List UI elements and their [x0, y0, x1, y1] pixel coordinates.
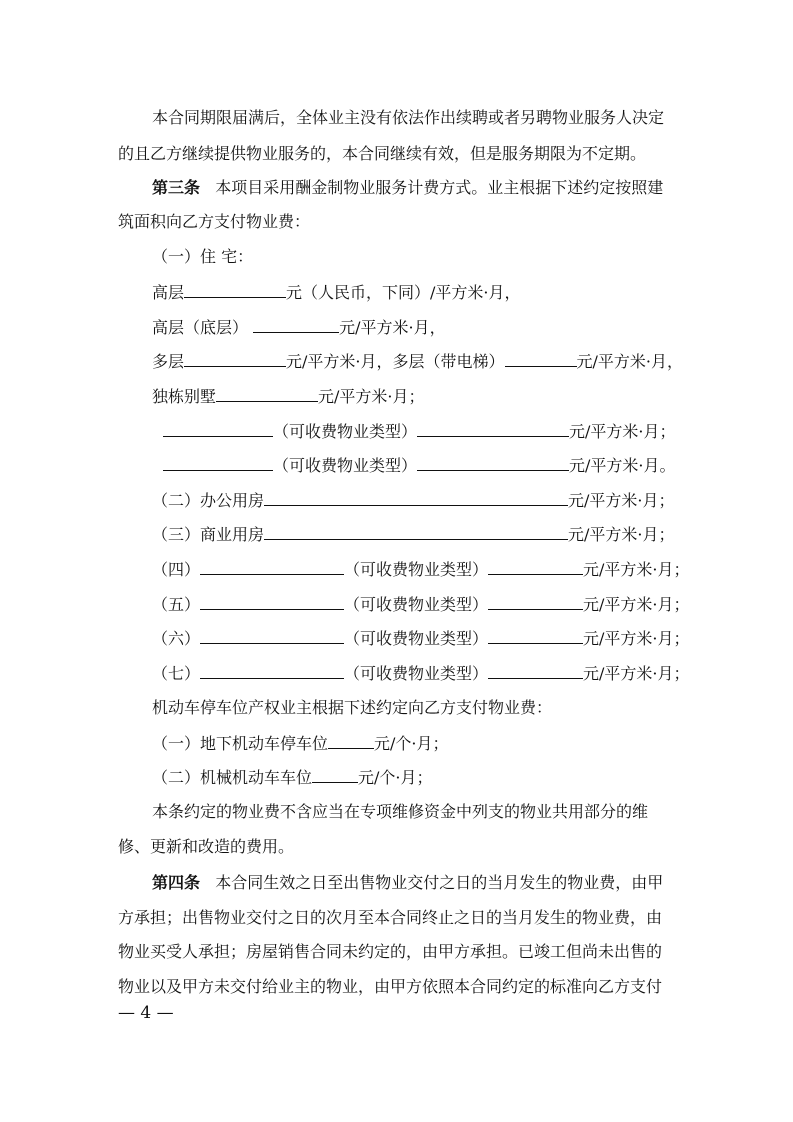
fill-blank — [264, 523, 568, 540]
fee-unit: 元/平方米·月， — [286, 352, 393, 371]
fee-label: （二）办公用房 — [152, 491, 265, 510]
fee-unit: 元（人民币，下同）/平方米·月， — [286, 283, 521, 302]
fee-line-multi-story — [152, 350, 683, 373]
fee-label: （可收费物业类型） — [273, 422, 418, 441]
fee-unit: 元/平方米·月。 — [569, 456, 676, 475]
item-number: （七） — [152, 664, 201, 683]
fee-label: （可收费物业类型） — [344, 629, 489, 648]
fee-line-other-2 — [163, 454, 676, 477]
fill-blank — [264, 489, 568, 506]
fill-blank — [163, 454, 273, 471]
fee-line-villa — [152, 385, 425, 408]
fee-unit: 元/个·月； — [358, 768, 433, 787]
fee-line-item-5 — [152, 593, 690, 616]
fill-blank — [200, 627, 344, 644]
parking-intro: 机动车停车位产权业主根据下述约定向乙方支付物业费： — [152, 698, 553, 717]
fee-label: （二）机械机动车车位 — [152, 768, 313, 787]
fill-blank — [488, 662, 583, 679]
fee-line-office — [152, 489, 675, 512]
fill-blank — [488, 558, 583, 575]
paragraph-line: 物业买受人承担；房屋销售合同未约定的，由甲方承担。已竣工但尚未出售的 — [118, 942, 663, 961]
paragraph-line: 筑面积向乙方支付物业费： — [118, 212, 311, 231]
fill-blank — [328, 732, 374, 749]
paragraph-line: 修、更新和改造的费用。 — [118, 837, 295, 856]
fee-label: 高层（底层） — [152, 318, 249, 337]
fill-blank — [216, 385, 318, 402]
fee-label: （可收费物业类型） — [344, 664, 489, 683]
fill-blank — [312, 766, 358, 783]
fill-blank — [184, 281, 286, 298]
paragraph-line: 的且乙方继续提供物业服务的，本合同继续有效，但是服务期限为不定期。 — [118, 144, 647, 163]
paragraph-line: 物业以及甲方未交付给业主的物业，由甲方依照本合同约定的标准向乙方支付 — [118, 977, 663, 996]
fill-blank — [200, 593, 344, 610]
fee-unit: 元/平方米·月； — [568, 491, 675, 510]
article-3-heading: 第三条 — [152, 178, 201, 197]
fee-label: （可收费物业类型） — [273, 456, 418, 475]
fee-unit: 元/平方米·月； — [583, 629, 690, 648]
fee-label: 独栋别墅 — [152, 387, 217, 406]
fill-blank — [488, 627, 583, 644]
fee-line-high-rise — [152, 281, 521, 304]
article-4-line-1 — [152, 872, 663, 894]
page-number: — 4 — — [118, 1003, 174, 1023]
fee-label: 多层（带电梯） — [392, 352, 505, 371]
fee-line-other-1 — [163, 420, 676, 443]
fee-line-underground-parking — [152, 732, 449, 755]
fee-label: （一）地下机动车停车位 — [152, 734, 329, 753]
fee-unit: 元/个·月； — [374, 734, 449, 753]
fee-line-high-rise-ground — [152, 316, 446, 339]
fill-blank — [200, 662, 344, 679]
fee-unit: 元/平方米·月； — [583, 664, 690, 683]
fee-line-item-4 — [152, 558, 690, 581]
fill-blank — [200, 558, 344, 575]
item-number: （五） — [152, 595, 201, 614]
residential-heading: （一）住 宅： — [152, 247, 254, 266]
fill-blank — [184, 350, 286, 367]
article-4-heading: 第四条 — [152, 873, 201, 892]
fee-label: （可收费物业类型） — [344, 560, 489, 579]
fee-label: （三）商业用房 — [152, 525, 265, 544]
article-3-line-1 — [152, 177, 663, 199]
fee-line-mechanical-parking — [152, 766, 433, 789]
fill-blank — [417, 420, 569, 437]
paragraph-line: 本合同期限届满后，全体业主没有依法作出续聘或者另聘物业服务人决定 — [152, 108, 665, 127]
article-4-text: 本合同生效之日至出售物业交付之日的当月发生的物业费，由甲 — [215, 873, 664, 892]
fill-blank — [163, 420, 273, 437]
fee-line-item-7 — [152, 662, 690, 685]
item-number: （四） — [152, 560, 201, 579]
paragraph-line: 本条约定的物业费不含应当在专项维修资金中列支的物业共用部分的维 — [152, 802, 649, 821]
fee-unit: 元/平方米·月， — [339, 318, 446, 337]
fill-blank — [488, 593, 583, 610]
fill-blank — [417, 454, 569, 471]
fee-unit: 元/平方米·月， — [576, 352, 683, 371]
fee-unit: 元/平方米·月； — [569, 422, 676, 441]
fill-blank — [253, 316, 339, 333]
fee-unit: 元/平方米·月； — [318, 387, 425, 406]
fee-label: （可收费物业类型） — [344, 595, 489, 614]
fee-label: 高层 — [152, 283, 185, 302]
fee-label: 多层 — [152, 352, 185, 371]
fee-line-item-6 — [152, 627, 690, 650]
fee-unit: 元/平方米·月； — [568, 525, 675, 544]
paragraph-line: 方承担；出售物业交付之日的次月至本合同终止之日的当月发生的物业费，由 — [118, 908, 663, 927]
fee-unit: 元/平方米·月； — [583, 560, 690, 579]
fee-line-commercial — [152, 523, 675, 546]
item-number: （六） — [152, 629, 201, 648]
article-3-text: 本项目采用酬金制物业服务计费方式。业主根据下述约定按照建 — [215, 178, 664, 197]
fee-unit: 元/平方米·月； — [583, 595, 690, 614]
fill-blank — [505, 350, 577, 367]
